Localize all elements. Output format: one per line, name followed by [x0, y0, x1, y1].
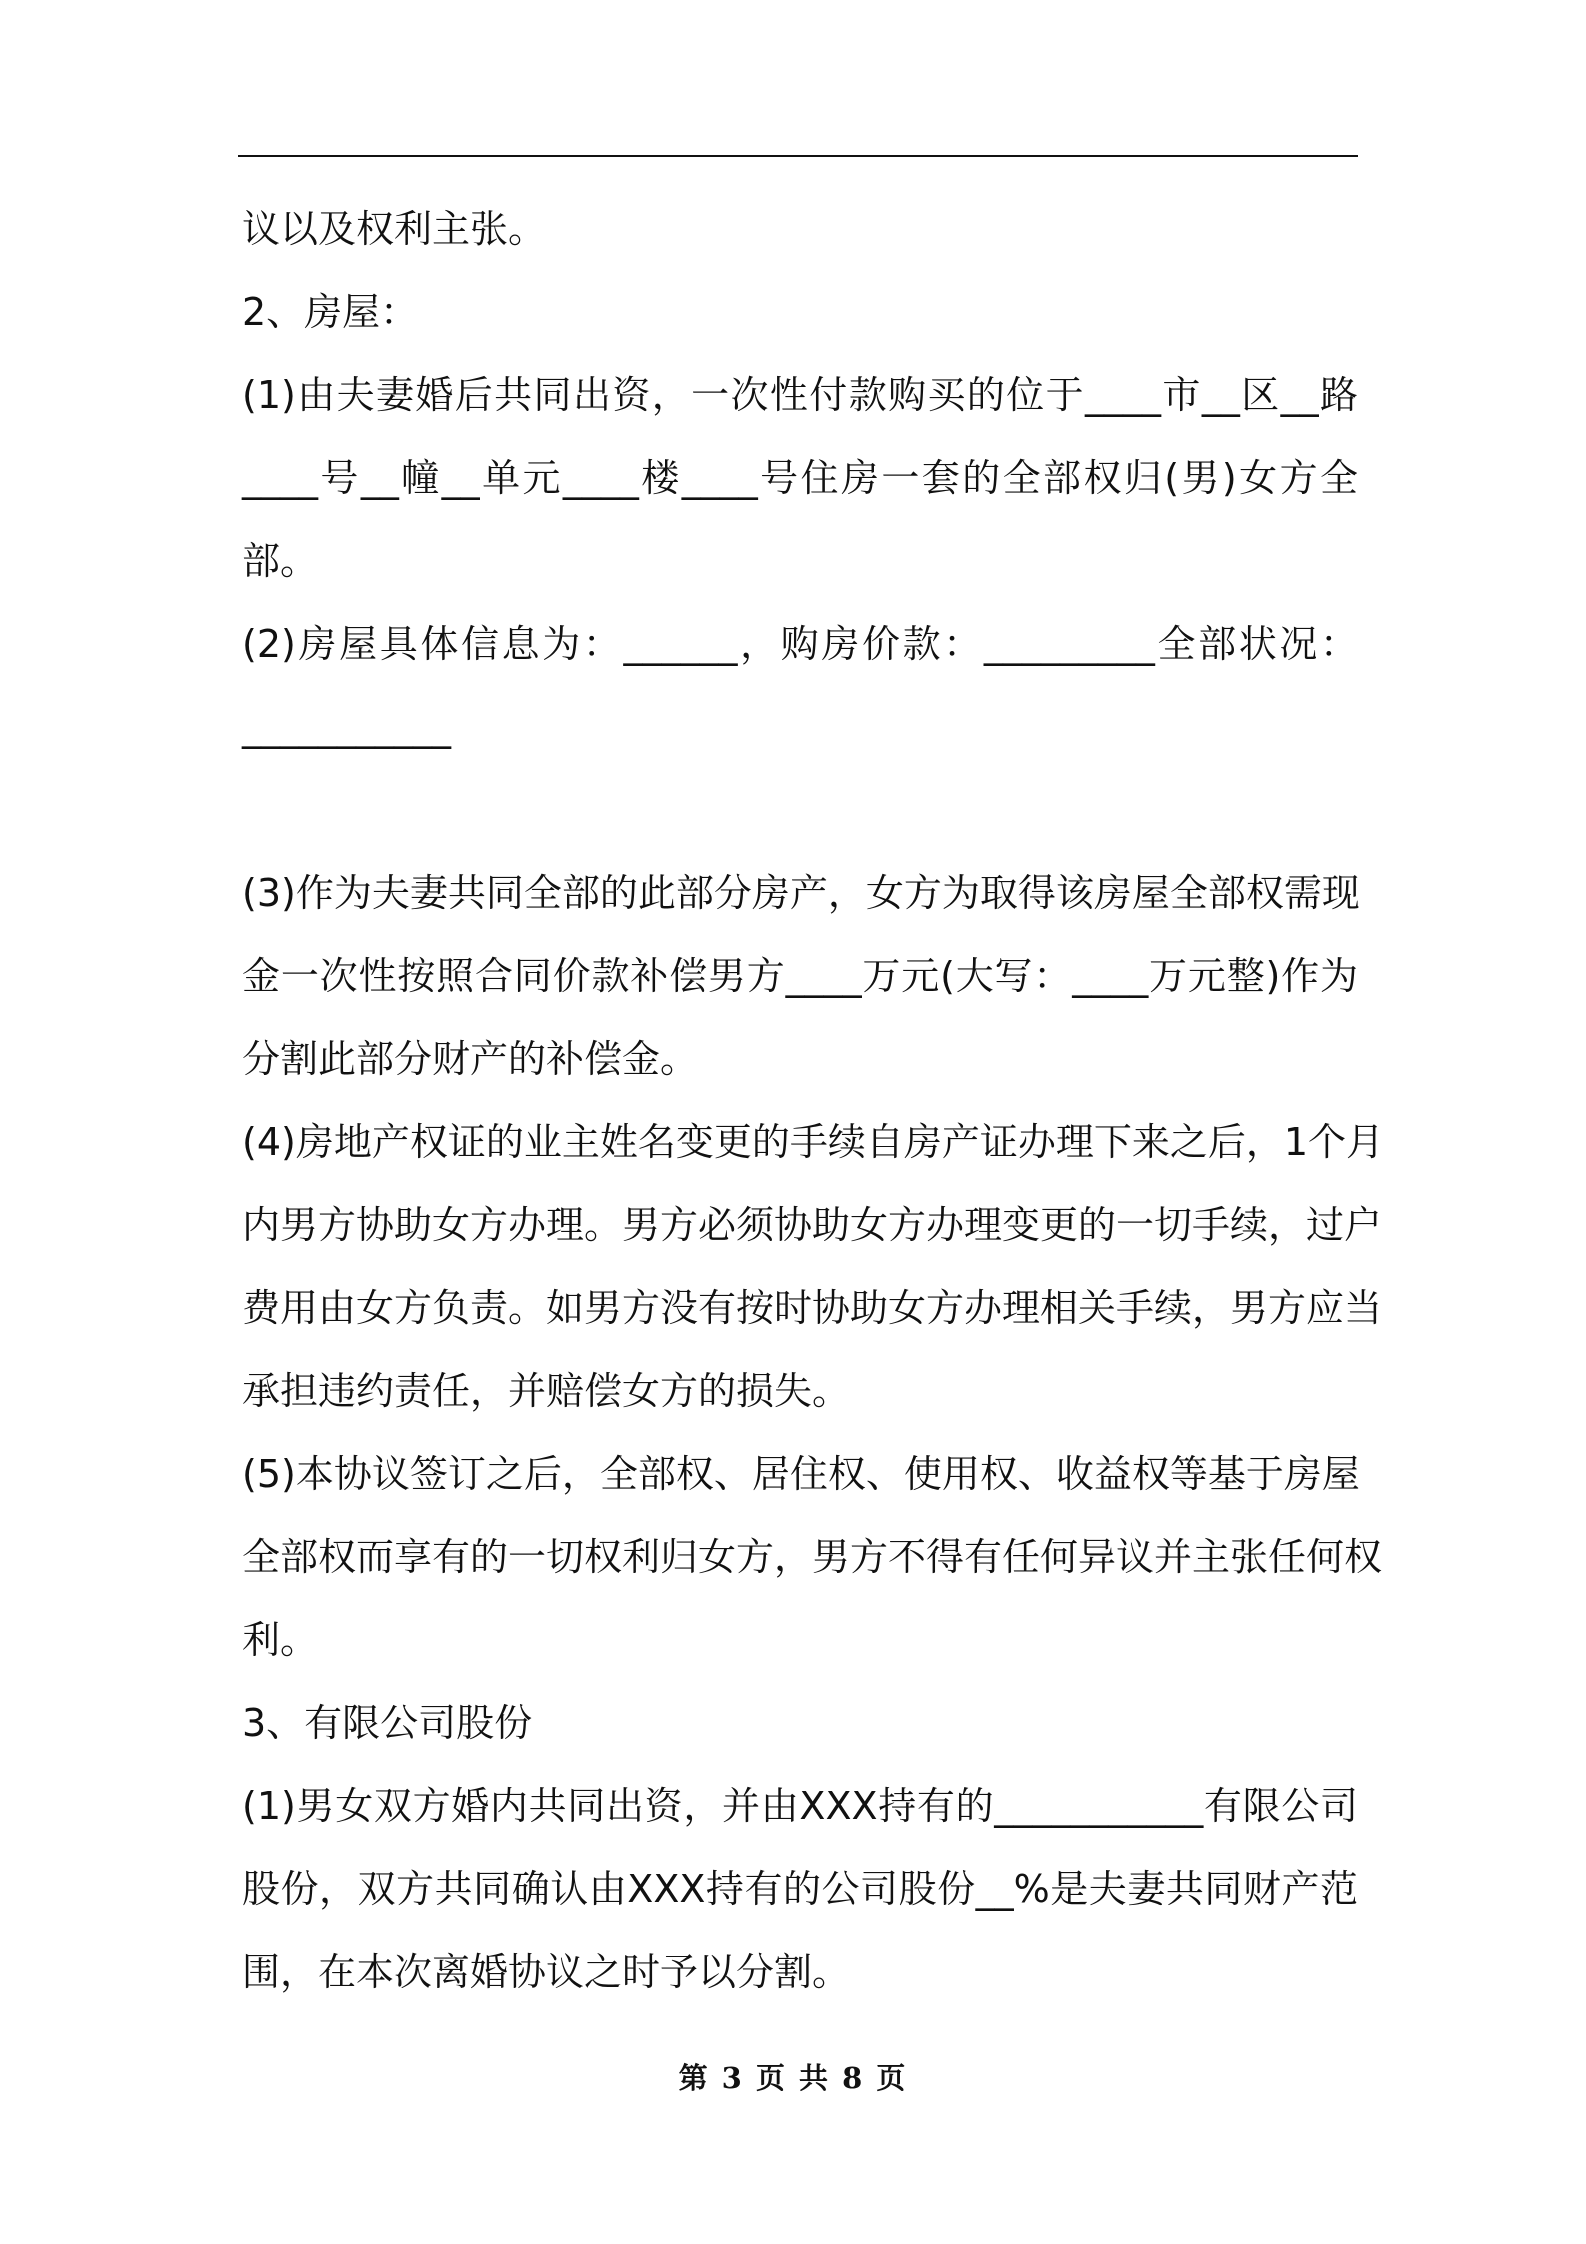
header-rule	[238, 155, 1358, 157]
text-line: (3)作为夫妻共同全部的此部分房产，女方为取得该房屋全部权需现	[242, 871, 1360, 915]
text-line: 3、有限公司股份	[242, 1701, 533, 1745]
text-line: ____号__幢__单元____楼____号住房一套的全部权归(男)女方全	[242, 456, 1358, 500]
text-line: 围，在本次离婚协议之时予以分割。	[242, 1950, 851, 1994]
text-line: ___________	[242, 705, 451, 749]
text-line: 承担违约责任，并赔偿女方的损失。	[242, 1369, 851, 1413]
text-line: 股份，双方共同确认由XXX持有的公司股份__%是夫妻共同财产范	[242, 1867, 1358, 1911]
text-line: 费用由女方负责。如男方没有按时协助女方办理相关手续，男方应当	[242, 1286, 1383, 1330]
text-line: 全部权而享有的一切权利归女方，男方不得有任何异议并主张任何权	[242, 1535, 1383, 1579]
text-line: 利。	[242, 1618, 319, 1662]
text-line: (1)男女双方婚内共同出资，并由XXX持有的___________有限公司	[242, 1784, 1358, 1828]
text-line: 内男方协助女方办理。男方必须协助女方办理变更的一切手续，过户	[242, 1203, 1383, 1247]
text-line: 金一次性按照合同价款补偿男方____万元(大写：____万元整)作为	[242, 954, 1358, 998]
blank-line	[242, 769, 1358, 852]
text-line: 2、房屋：	[242, 290, 419, 334]
text-line: (1)由夫妻婚后共同出资，一次性付款购买的位于____市__区__路	[242, 373, 1358, 417]
text-line: (5)本协议签订之后，全部权、居住权、使用权、收益权等基于房屋	[242, 1452, 1360, 1496]
text-line: (4)房地产权证的业主姓名变更的手续自房产证办理下来之后，1个月	[242, 1120, 1385, 1164]
text-line: 议以及权利主张。	[242, 207, 547, 251]
page-number-footer: 第 3 页 共 8 页	[678, 2061, 908, 2095]
text-line: (2)房屋具体信息为：______，购房价款：_________全部状况：	[242, 622, 1358, 666]
text-line: 分割此部分财产的补偿金。	[242, 1037, 699, 1081]
text-line: 部。	[242, 539, 319, 583]
document-body	[242, 188, 1385, 2014]
